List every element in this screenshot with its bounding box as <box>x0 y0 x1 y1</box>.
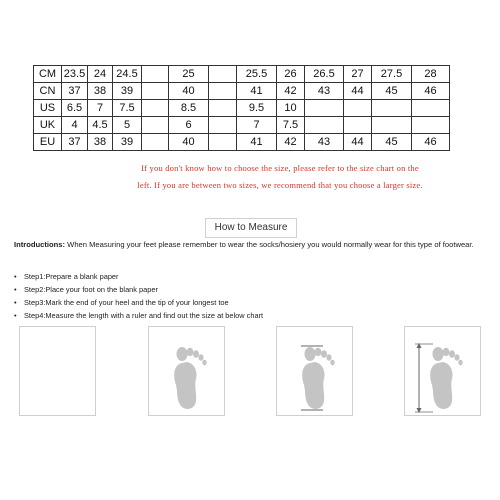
step-item <box>14 283 484 296</box>
foot-with-marks-illustration <box>276 326 353 416</box>
size-advice-line-2: left. If you are between two sizes, we recommend that you choose a larger size. <box>137 180 423 190</box>
size-cell: 25 <box>169 66 209 83</box>
step-text: Step1:Prepare a blank paper <box>24 272 119 281</box>
size-cell: 7.5 <box>277 117 305 134</box>
step-item <box>14 309 484 322</box>
size-cell: 10 <box>277 100 305 117</box>
size-row-label: EU <box>34 134 62 151</box>
size-cell: 8.5 <box>169 100 209 117</box>
size-cell <box>305 117 344 134</box>
bullet-icon: • <box>14 285 17 294</box>
size-cell: 25.5 <box>237 66 277 83</box>
size-cell: 41 <box>237 83 277 100</box>
foot-measured-illustration <box>404 326 481 416</box>
step-text: Step4:Measure the length with a ruler and find out the size at below chart <box>24 311 264 320</box>
size-advice-line-1: If you don't know how to choose the size, please refer to the size chart on the <box>141 163 419 173</box>
size-cell: 26 <box>277 66 305 83</box>
size-row-uk <box>34 117 450 134</box>
size-cell: 43 <box>305 83 344 100</box>
size-cell: 45 <box>372 83 412 100</box>
size-cell <box>209 100 237 117</box>
size-cell <box>142 100 169 117</box>
size-cell: 46 <box>412 83 450 100</box>
size-cell: 26.5 <box>305 66 344 83</box>
size-cell: 4.5 <box>88 117 113 134</box>
size-cell: 39 <box>113 83 142 100</box>
size-row-us <box>34 100 450 117</box>
foot-on-paper-illustration <box>148 326 225 416</box>
size-cell: 27 <box>344 66 372 83</box>
size-cell <box>344 117 372 134</box>
how-to-measure-heading: How to Measure <box>205 218 297 238</box>
size-advice-note <box>100 160 460 194</box>
size-cell: 40 <box>169 83 209 100</box>
size-row-label: UK <box>34 117 62 134</box>
size-cell: 44 <box>344 83 372 100</box>
bullet-icon: • <box>14 298 17 307</box>
size-cell <box>372 117 412 134</box>
size-cell: 5 <box>113 117 142 134</box>
step-text: Step2:Place your foot on the blank paper <box>24 285 158 294</box>
size-cell: 45 <box>372 134 412 151</box>
size-chart-table <box>33 65 450 151</box>
size-row-label: US <box>34 100 62 117</box>
size-cell: 27.5 <box>372 66 412 83</box>
size-cell: 9.5 <box>237 100 277 117</box>
size-cell: 37 <box>62 83 88 100</box>
size-cell: 28 <box>412 66 450 83</box>
size-cell: 24 <box>88 66 113 83</box>
size-cell <box>305 100 344 117</box>
size-row-eu <box>34 134 450 151</box>
size-cell <box>142 117 169 134</box>
size-cell: 43 <box>305 134 344 151</box>
bullet-icon: • <box>14 311 17 320</box>
size-cell: 6.5 <box>62 100 88 117</box>
size-row-cm <box>34 66 450 83</box>
foot-ruler-icon <box>405 327 480 415</box>
size-cell <box>372 100 412 117</box>
measure-steps-list <box>14 270 484 322</box>
size-cell: 42 <box>277 134 305 151</box>
bullet-icon: • <box>14 272 17 281</box>
size-cell: 38 <box>88 83 113 100</box>
size-cell: 23.5 <box>62 66 88 83</box>
size-cell: 39 <box>113 134 142 151</box>
size-row-label: CM <box>34 66 62 83</box>
size-cell: 24.5 <box>113 66 142 83</box>
size-cell: 37 <box>62 134 88 151</box>
size-row-label: CN <box>34 83 62 100</box>
foot-marked-icon <box>277 327 352 415</box>
size-cell <box>209 117 237 134</box>
size-cell <box>209 66 237 83</box>
introductions-paragraph <box>14 238 484 251</box>
size-cell <box>142 83 169 100</box>
size-cell: 7.5 <box>113 100 142 117</box>
step-item <box>14 270 484 283</box>
size-cell <box>344 100 372 117</box>
size-cell: 7 <box>237 117 277 134</box>
size-cell <box>412 117 450 134</box>
blank-paper-illustration <box>19 326 96 416</box>
size-cell: 46 <box>412 134 450 151</box>
size-cell: 6 <box>169 117 209 134</box>
size-cell: 42 <box>277 83 305 100</box>
size-cell <box>142 66 169 83</box>
size-cell: 7 <box>88 100 113 117</box>
size-cell: 4 <box>62 117 88 134</box>
introductions-label: Introductions: <box>14 240 66 249</box>
introductions-text: When Measuring your feet please remember to wear the socks/hosiery you would normally wear for this type of footwear. <box>65 240 474 249</box>
size-cell: 44 <box>344 134 372 151</box>
size-cell <box>412 100 450 117</box>
size-cell: 41 <box>237 134 277 151</box>
size-cell: 38 <box>88 134 113 151</box>
foot-icon <box>149 327 224 415</box>
step-item <box>14 296 484 309</box>
step-text: Step3:Mark the end of your heel and the tip of your longest toe <box>24 298 229 307</box>
size-cell: 40 <box>169 134 209 151</box>
size-cell <box>142 134 169 151</box>
size-cell <box>209 134 237 151</box>
size-row-cn <box>34 83 450 100</box>
size-cell <box>209 83 237 100</box>
